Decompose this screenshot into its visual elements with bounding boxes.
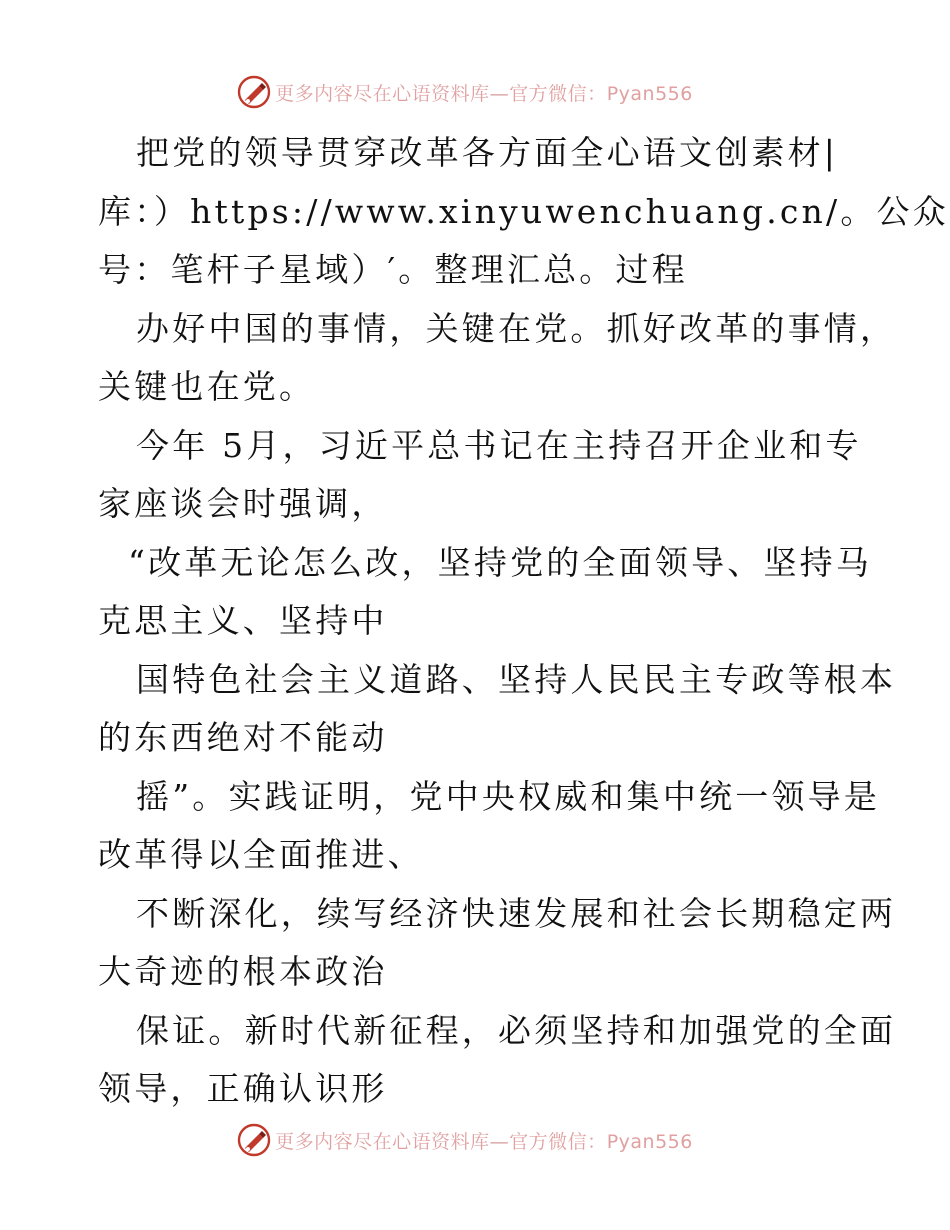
watermark-wechat-id: Pyan556	[606, 82, 693, 105]
header-watermark-banner	[0, 72, 950, 112]
text-line: 今年 5月，习近平总书记在主持召开企业和专	[136, 425, 862, 465]
watermark-main: 更多内容尽在心语资料库	[275, 1130, 490, 1153]
text-line: 领导，正确认识形	[98, 1069, 388, 1108]
text-line: 号：笔杆子星域）′。整理汇总。过程	[98, 250, 688, 289]
text-line: 摇”。实践证明，党中央权威和集中统一领导是	[136, 776, 881, 816]
text-line: 库：）https://www.xinyuwenchuang.cn/。公众	[98, 191, 949, 231]
watermark-text	[275, 1127, 693, 1154]
text-line: 国特色社会主义道路、坚持人民民主专政等根本	[136, 659, 897, 699]
text-line: 家座谈会时强调，	[98, 484, 388, 523]
pen-logo-icon	[237, 75, 271, 109]
text-line: 保证。新时代新征程，必须坚持和加强党的全面	[136, 1010, 897, 1050]
watermark-wechat-label: 官方微信：	[509, 82, 607, 105]
text-line: 克思主义、坚持中	[98, 601, 388, 640]
document-body	[98, 124, 949, 1119]
footer-watermark-banner	[0, 1120, 950, 1160]
text-line: 办好中国的事情，关键在党。抓好改革的事情，	[136, 308, 897, 348]
text-line: 改革得以全面推进、	[98, 835, 424, 874]
watermark-dash: —	[489, 82, 510, 105]
watermark-wechat-id: Pyan556	[606, 1130, 693, 1153]
text-line: “改革无论怎么改，坚持党的全面领导、坚持马	[128, 542, 873, 582]
watermark-wechat-label: 官方微信：	[509, 1130, 607, 1153]
pen-logo-icon	[237, 1123, 271, 1157]
text-line: 把党的领导贯穿改革各方面全心语文创素材|	[136, 133, 839, 172]
text-line: 关键也在党。	[98, 367, 316, 406]
watermark-text	[275, 79, 693, 106]
text-line: 不断深化，续写经济快速发展和社会长期稳定两	[136, 893, 897, 933]
watermark-main: 更多内容尽在心语资料库	[275, 82, 490, 105]
text-line: 的东西绝对不能动	[98, 718, 388, 757]
watermark-dash: —	[489, 1130, 510, 1153]
text-line: 大奇迹的根本政治	[98, 952, 388, 991]
